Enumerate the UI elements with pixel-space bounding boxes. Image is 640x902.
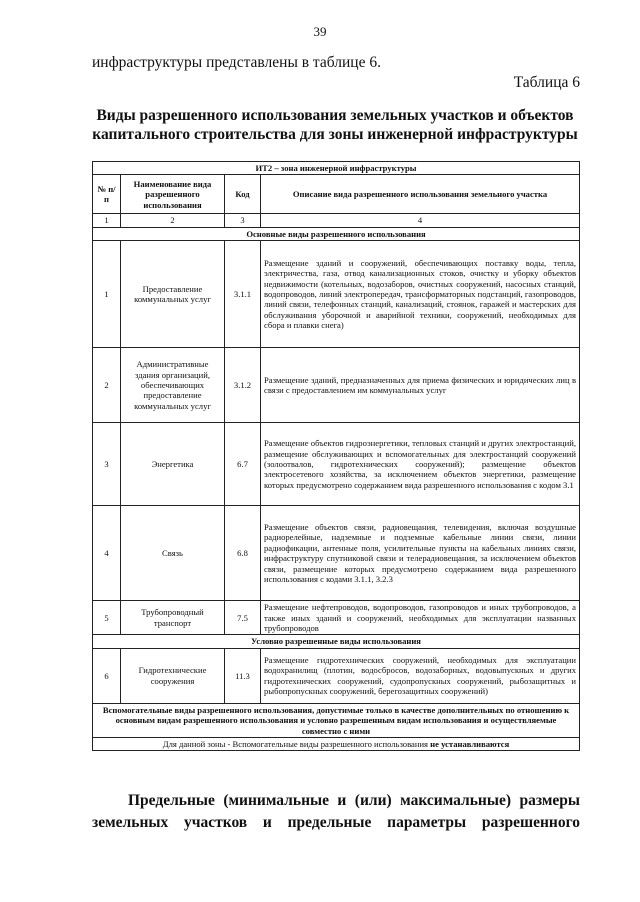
auxiliary-note-bold: не устанавливаются — [430, 739, 510, 750]
footer-line-2: земельных участков и предельные параметры разрешенного — [92, 814, 580, 831]
table-row — [93, 648, 580, 703]
row-name: Связь — [121, 506, 225, 601]
table-row — [93, 348, 580, 423]
land-use-table — [92, 161, 580, 751]
row-code: 11.3 — [225, 648, 261, 703]
section-heading — [92, 790, 580, 834]
row-name: Административные здания организаций, обеспечивающих предоставление коммунальных услуг — [121, 348, 225, 423]
zone-header: ИТ2 – зона инженерной инфраструктуры — [93, 162, 580, 175]
row-desc: Размещение зданий и сооружений, обеспечивающих поставку воды, тепла, электричества, газа, отвод канализационных стоков, очистку и уборку объектов недвижимости (котельных, водозаборов, очистных сооружений, насосных станций, водопроводов, линий электропередач, трансформаторных подстанций, газопроводов, линий связи, телефонных станций, канализаций, стоянок, гаражей и мастерских для обслуживания уборочной и аварийной техники, сооружений, необходимых для сбора и плавки снега) — [261, 241, 580, 348]
row-name: Предоставление коммунальных услуг — [121, 241, 225, 348]
table-row — [93, 423, 580, 506]
intro-text: инфраструктуры представлены в таблице 6. — [92, 54, 381, 71]
title-line-1: Виды разрешенного использования земельных участков и объектов — [96, 107, 574, 124]
section-auxiliary: Вспомогательные виды разрешенного использования, допустимые только в качестве дополнительных по отношению к основным видам разрешенного использования и условно разрешенным видам использования и осуществляемые совместно с ними — [93, 703, 580, 737]
row-code: 7.5 — [225, 601, 261, 635]
auxiliary-note-text: Для данной зоны - Вспомогательные виды разрешенного использования — [162, 739, 431, 750]
footer-line-1: Предельные (минимальные и (или) максимальные) размеры — [128, 792, 580, 809]
col-number-4: 4 — [261, 214, 580, 227]
header-desc: Описание вида разрешенного использования земельного участка — [261, 175, 580, 214]
row-code: 3.1.2 — [225, 348, 261, 423]
row-num: 4 — [93, 506, 121, 601]
row-desc: Размещение гидротехнических сооружений, необходимых для эксплуатации водохранилищ (плотин, водосбросов, водозаборных, водовыпускных и других гидротехнических сооружений, судопропускных сооружений, рыбозащитных и рыбопропускных сооружений, берегозащитных сооружений) — [261, 648, 580, 703]
table-row — [93, 601, 580, 635]
row-desc: Размещение нефтепроводов, водопроводов, газопроводов и иных трубопроводов, а также иных зданий и сооружений, необходимых для эксплуатации названных трубопроводов — [261, 601, 580, 635]
table-row — [93, 241, 580, 348]
auxiliary-note — [93, 738, 580, 751]
row-num: 6 — [93, 648, 121, 703]
section-conditional: Условно разрешенные виды использования — [93, 635, 580, 648]
page-number: 39 — [313, 24, 327, 39]
row-name: Гидротехнические сооружения — [121, 648, 225, 703]
row-code: 6.8 — [225, 506, 261, 601]
col-number-1: 1 — [93, 214, 121, 227]
title-line-2: капитального строительства для зоны инженерной инфраструктуры — [92, 126, 578, 143]
row-name: Энергетика — [121, 423, 225, 506]
col-number-3: 3 — [225, 214, 261, 227]
table-label: Таблица 6 — [513, 74, 580, 91]
table-row — [93, 506, 580, 601]
row-num: 1 — [93, 241, 121, 348]
row-desc: Размещение объектов связи, радиовещания, телевидения, включая воздушные радиорелейные, надземные и подземные кабельные линии связи, линии радиофикации, антенные поля, усилительные пункты на кабельных линиях связи, инфраструктуру спутниковой связи и телерадиовещания, за исключением объектов связи, размещение которых предусмотрено содержанием вида разрешенного использования с кодами 3.1.1, 3.2.3 — [261, 506, 580, 601]
col-number-2: 2 — [121, 214, 225, 227]
header-name: Наименование вида разрешенного использования — [121, 175, 225, 214]
row-desc: Размещение зданий, предназначенных для приема физических и юридических лиц в связи с предоставлением им коммунальных услуг — [261, 348, 580, 423]
header-num: № п/п — [93, 175, 121, 214]
row-name: Трубопроводный транспорт — [121, 601, 225, 635]
table-title — [70, 106, 600, 144]
row-desc: Размещение объектов гидроэнергетики, тепловых станций и других электростанций, размещение обслуживающих и вспомогательных для электростанций сооружений (золоотвалов, гидротехнических сооружений); размещение объектов электросетевого хозяйства, за исключением объектов энергетики, размещение которых предусмотрено содержанием вида разрешенного использования с кодом 3.1 — [261, 423, 580, 506]
header-code: Код — [225, 175, 261, 214]
row-num: 5 — [93, 601, 121, 635]
row-num: 2 — [93, 348, 121, 423]
row-code: 3.1.1 — [225, 241, 261, 348]
row-num: 3 — [93, 423, 121, 506]
row-code: 6.7 — [225, 423, 261, 506]
section-main: Основные виды разрешенного использования — [93, 227, 580, 240]
